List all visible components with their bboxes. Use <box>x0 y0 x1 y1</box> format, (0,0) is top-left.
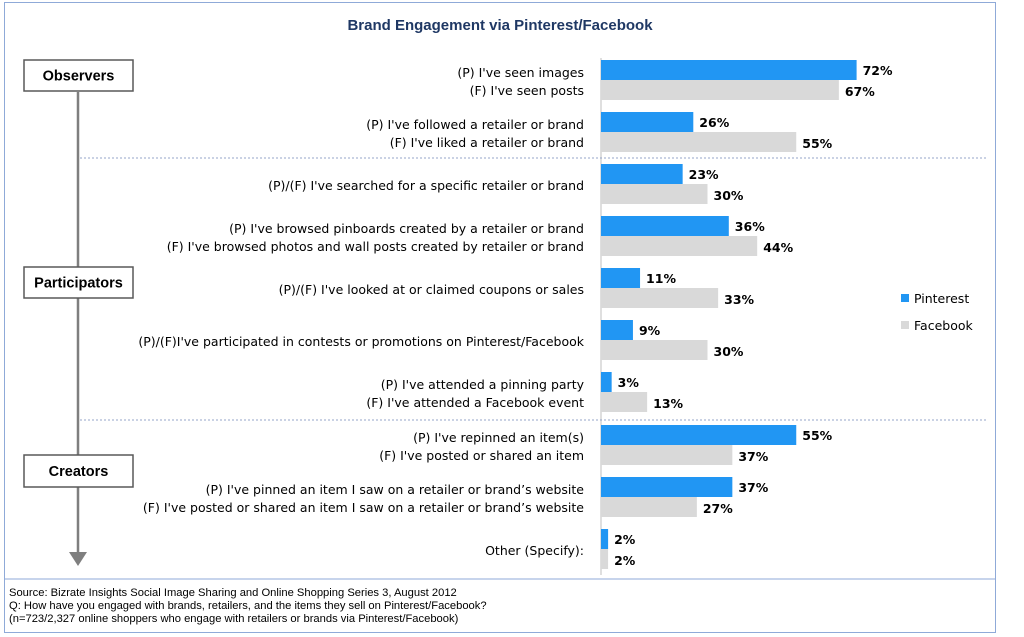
category-label: (P)/(F)I've participated in contests or promotions on Pinterest/Facebook <box>138 334 584 349</box>
category-label: (F) I've attended a Facebook event <box>366 395 584 410</box>
category-label: (F) I've liked a retailer or brand <box>389 135 584 150</box>
value-label: 11% <box>646 271 676 286</box>
group-label: Observers <box>42 68 115 85</box>
bar-pinterest <box>601 112 693 132</box>
value-label: 55% <box>802 136 833 151</box>
bar-facebook <box>601 497 697 517</box>
bar-facebook <box>601 236 757 256</box>
footnote-line: Source: Bizrate Insights Social Image Sharing and Online Shopping Series 3, August 2012 <box>9 587 457 599</box>
category-label: (F) I've posted or shared an item <box>379 448 584 463</box>
bar-pinterest <box>601 425 796 445</box>
category-label: (P) I've followed a retailer or brand <box>366 117 584 132</box>
footnote-line: (n=723/2,327 online shoppers who engage with retailers or brands via Pinterest/Facebook) <box>9 613 459 625</box>
value-label: 2% <box>614 532 636 547</box>
value-label: 72% <box>862 63 893 78</box>
group-label: Participators <box>34 275 123 292</box>
value-label: 2% <box>614 553 636 568</box>
bar-pinterest <box>601 477 732 497</box>
legend-label: Pinterest <box>914 291 970 306</box>
value-label: 37% <box>738 449 769 464</box>
bar-facebook <box>601 132 796 152</box>
value-label: 44% <box>763 240 794 255</box>
category-label: (F) I've posted or shared an item I saw on a retailer or brand’s website <box>142 500 584 515</box>
bar-pinterest <box>601 268 640 288</box>
value-label: 9% <box>638 323 661 338</box>
category-label: (P) I've pinned an item I saw on a retailer or brand’s website <box>205 482 584 497</box>
category-label: (F) I've browsed photos and wall posts created by retailer or brand <box>166 239 584 254</box>
category-label: (F) I've seen posts <box>469 83 584 98</box>
bar-facebook <box>601 549 608 569</box>
category-label: (P) I've repinned an item(s) <box>413 430 584 445</box>
category-label: (P)/(F) I've looked at or claimed coupons or sales <box>278 282 584 297</box>
bar-facebook <box>601 392 647 412</box>
value-label: 23% <box>688 167 719 182</box>
bar-pinterest <box>601 320 633 340</box>
value-label: 26% <box>699 115 730 130</box>
value-label: 27% <box>702 501 733 516</box>
arrow-down-icon <box>69 552 87 566</box>
bar-facebook <box>601 340 708 360</box>
bar-pinterest <box>601 529 608 549</box>
category-label: (P) I've browsed pinboards created by a retailer or brand <box>229 221 584 236</box>
value-label: 30% <box>713 344 744 359</box>
legend-swatch-facebook <box>901 321 909 329</box>
value-label: 67% <box>844 84 875 99</box>
category-label: (P) I've seen images <box>457 65 584 80</box>
category-label: (P)/(F) I've searched for a specific retailer or brand <box>268 178 584 193</box>
value-label: 37% <box>738 480 769 495</box>
bar-pinterest <box>601 372 612 392</box>
value-label: 55% <box>802 428 833 443</box>
category-label: Other (Specify): <box>485 543 584 558</box>
legend-label: Facebook <box>914 318 973 333</box>
bar-pinterest <box>601 60 857 80</box>
chart-title: Brand Engagement via Pinterest/Facebook <box>347 17 653 34</box>
legend-swatch-pinterest <box>901 294 909 302</box>
bar-facebook <box>601 445 732 465</box>
footnote-line: Q: How have you engaged with brands, retailers, and the items they sell on Pinterest/Facebook? <box>9 600 487 612</box>
value-label: 36% <box>734 219 765 234</box>
value-label: 13% <box>653 396 684 411</box>
bar-facebook <box>601 184 708 204</box>
value-label: 30% <box>713 188 744 203</box>
value-label: 3% <box>617 375 639 390</box>
value-label: 33% <box>724 292 755 307</box>
bar-facebook <box>601 288 718 308</box>
category-label: (P) I've attended a pinning party <box>380 377 584 392</box>
bar-facebook <box>601 80 839 100</box>
bar-pinterest <box>601 216 729 236</box>
bar-pinterest <box>601 164 683 184</box>
group-label: Creators <box>48 464 109 480</box>
